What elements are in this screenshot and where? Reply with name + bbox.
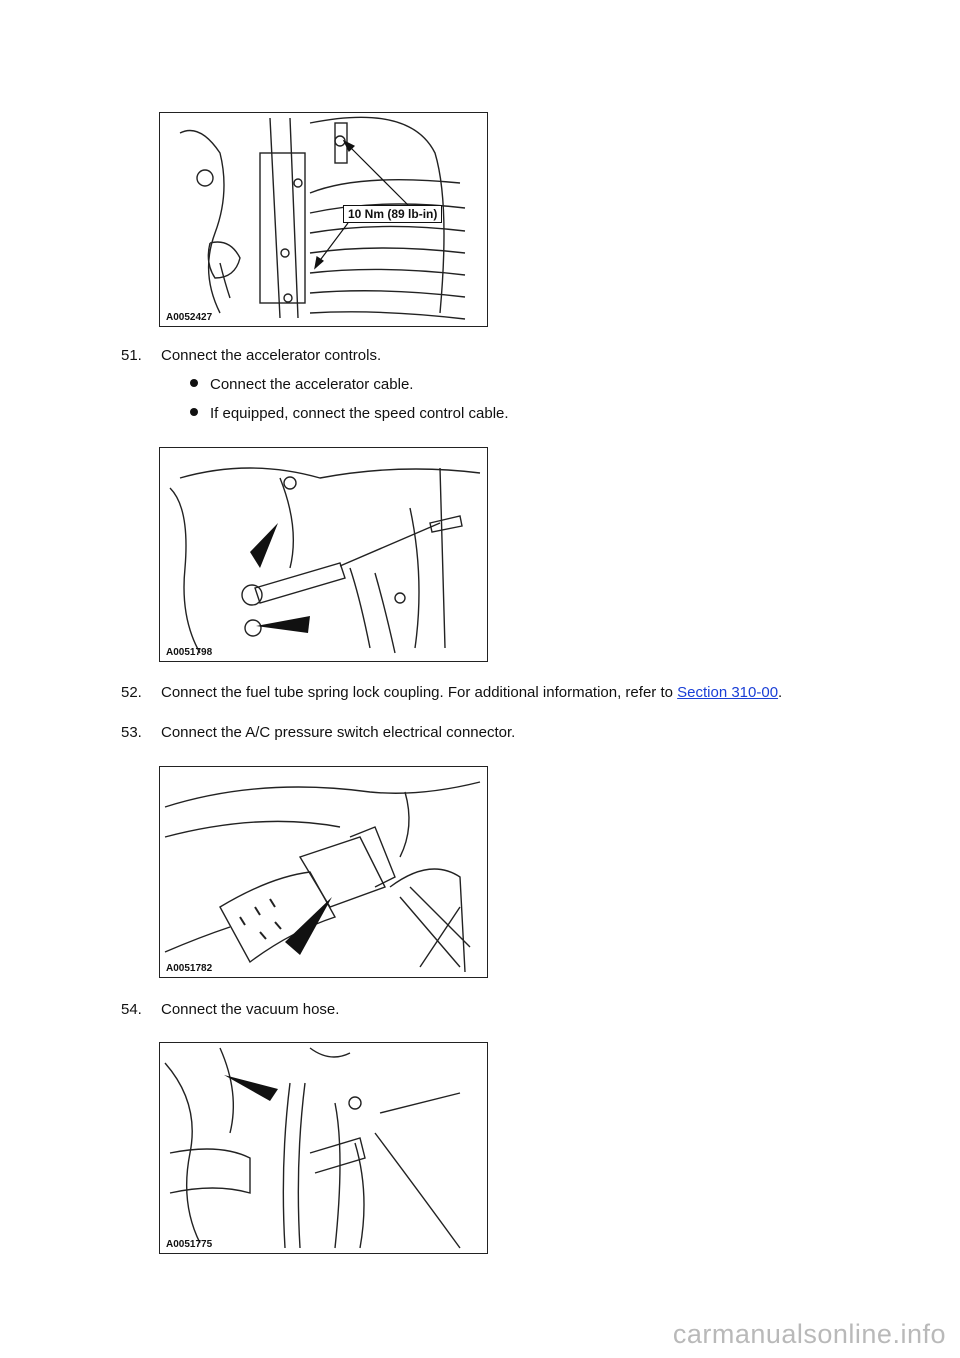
engine-illustration-accelerator-cable [160,448,487,661]
step-54 [121,1001,339,1019]
step-text: Connect the vacuum hose. [161,1001,340,1018]
figure-id: A0051775 [166,1239,213,1250]
engine-illustration-pressure-switch-connector [160,767,487,977]
step-text: Connect the fuel tube spring lock coupling. For additional information, refer to [161,684,673,701]
step-text: Connect the A/C pressure switch electrical connector. [161,724,516,741]
bullet-text: Connect the accelerator cable. [210,376,414,393]
torque-callout: 10 Nm (89 lb-in) [343,205,442,223]
step-51 [121,347,381,365]
bullet-icon [190,408,198,416]
figure-a0051798 [159,447,488,662]
engine-illustration-vacuum-hose [160,1043,487,1253]
figure-a0052427 [159,112,488,327]
step-53 [121,724,515,742]
step-number: 54. [121,1001,142,1018]
figure-id: A0052427 [166,312,213,323]
bullet-item [190,405,509,423]
figure-id: A0051798 [166,647,213,658]
watermark: carmanualsonline.info [672,1319,946,1349]
step-number: 51. [121,347,142,364]
figure-a0051775 [159,1042,488,1254]
bullet-text: If equipped, connect the speed control cable. [210,405,509,422]
step-52 [121,684,782,702]
bullet-item [190,376,413,394]
step-number: 52. [121,684,142,701]
step-number: 53. [121,724,142,741]
figure-id: A0051782 [166,963,213,974]
step-text: Connect the accelerator controls. [161,347,382,364]
bullet-icon [190,379,198,387]
figure-a0051782 [159,766,488,978]
step-suffix: . [778,684,783,701]
section-link[interactable]: Section 310-00 [677,684,779,701]
